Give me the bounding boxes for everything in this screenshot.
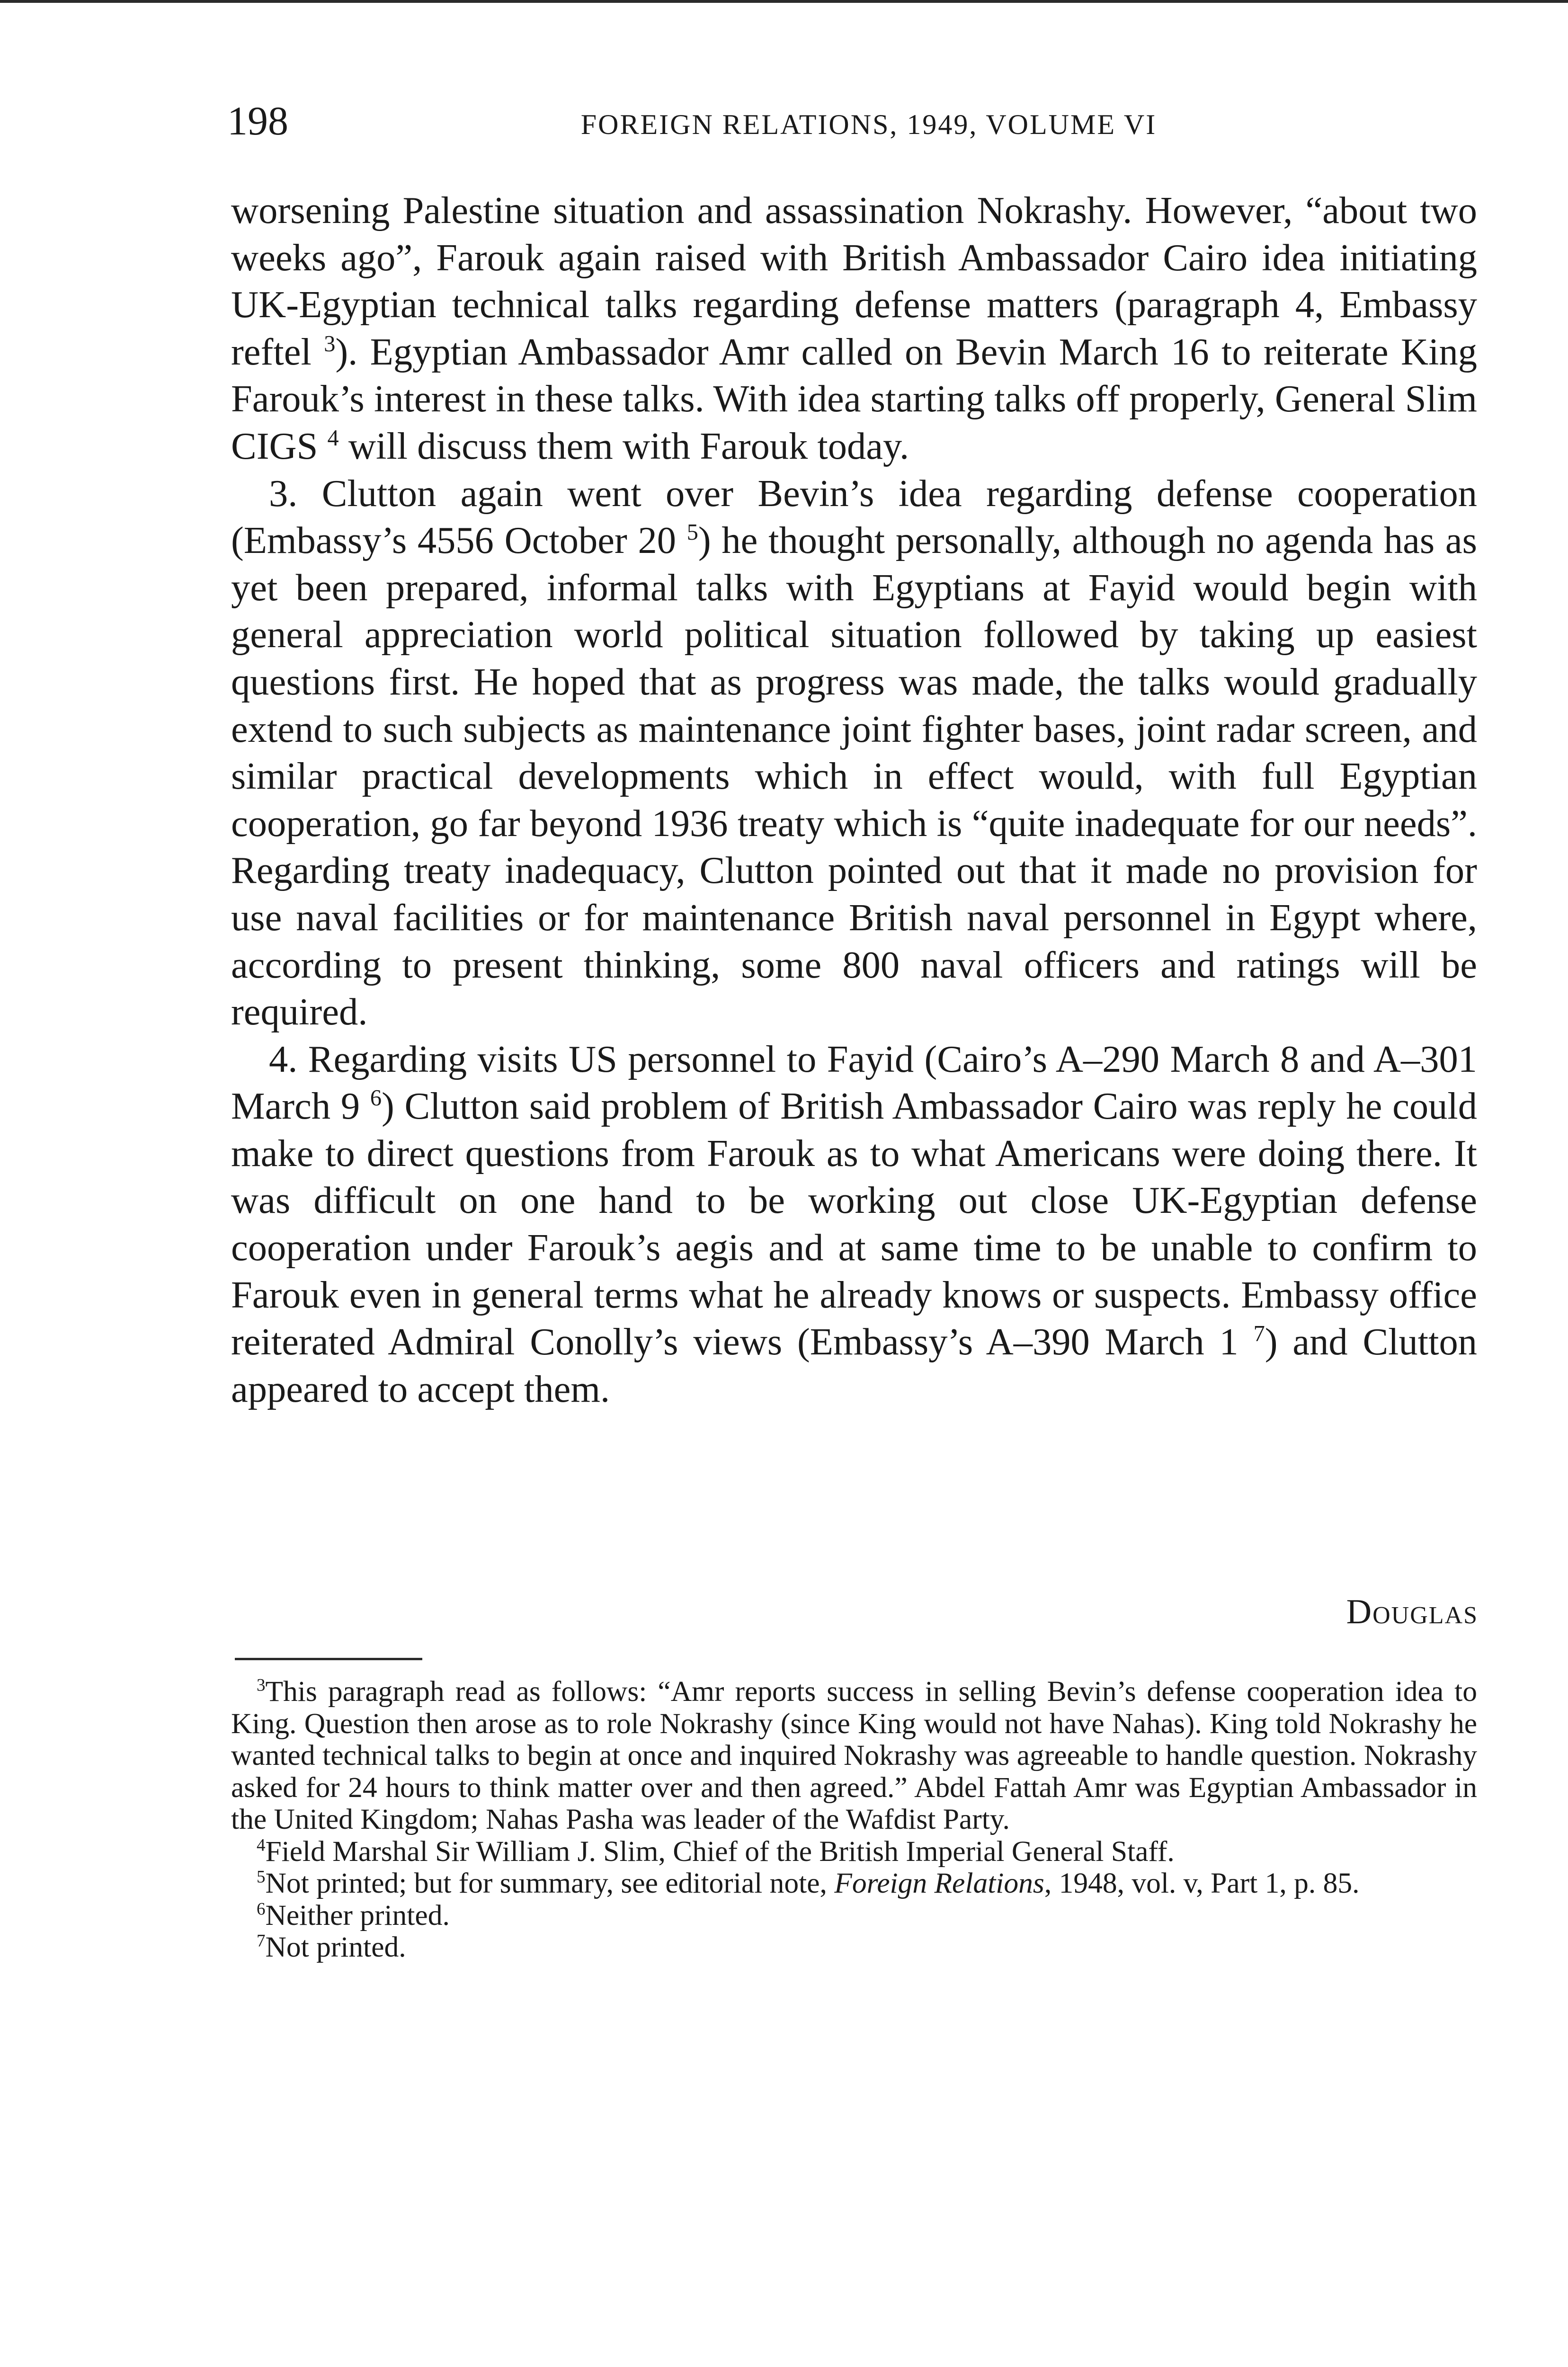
- footnote-marker: 5: [257, 1867, 266, 1886]
- footnote-3: $^3$This paragraph read as follows: “Amr reports success in selling Bevin’s defense cooperation idea to King. Question then arose as to role Nokrashy (since King would not have Nahas). King told Nokrashy he wanted technical talks to begin at once and inquired Nokrashy was agreeable to handle question. Nokrashy asked for 24 hours to think matter over and then agreed.” Abdel Fattah Amr was Egyptian Ambassador in the United Kingdom; Nahas Pasha was leader of the Wafdist Party.: [231, 1675, 1477, 1835]
- signature: Douglas: [1346, 1593, 1478, 1631]
- footnote-marker: 4: [257, 1835, 266, 1854]
- footnote-ref-6: 6: [370, 1086, 382, 1111]
- paragraph-2-continued: worsening Palestine situation and assassination Nokrashy. However, “about two weeks ago”, Farouk again raised with British Ambassador Cairo idea initiating UK-Egyptian technical talks regarding defense matters (paragraph 4, Embassy reftel $^3$). Egyptian Ambassador Amr called on Bevin March 16 to reiterate King Farouk’s interest in these talks. With idea starting talks off properly, General Slim CIGS $^4$ will discuss them with Farouk today.: [231, 189, 1477, 467]
- page-number: 198: [227, 98, 288, 143]
- footnote-7: $^7$Not printed.: [257, 1931, 406, 1963]
- paragraph-4: 4. Regarding visits US personnel to Fayid (Cairo’s A–290 March 8 and A–301 March 9 $^6$) Clutton said problem of British Ambassador Cairo was reply he could make to direct questions from Farouk as to what Americans were doing there. It was difficult on one hand to be working out close UK-Egyptian defense cooperation under Farouk’s aegis and at same time to be unable to confirm to Farouk even in general terms what he already knows or suspects. Embassy office reiterated Admiral Conolly’s views (Embassy’s A–390 March 1 $^7$) and Clutton appeared to accept them.: [231, 1038, 1477, 1410]
- footnote-ref-4: 4: [327, 426, 339, 451]
- footnote-6: $^6$Neither printed.: [257, 1899, 450, 1931]
- footnote-5: $^5$Not printed; but for summary, see editorial note, Foreign Relations, 1948, vol. v, Part 1, p. 85.: [257, 1867, 1360, 1899]
- footnote-ref-3: 3: [324, 331, 336, 356]
- top-border: [0, 0, 1568, 3]
- footnote-ref-5: 5: [686, 520, 698, 545]
- paragraph-3: 3. Clutton again went over Bevin’s idea regarding defense cooperation (Embassy’s 4556 October 20 $^5$) he thought personally, although no agenda has as yet been prepared, informal talks with Egyptians at Fayid would begin with general appreciation world political situation followed by taking up easiest questions first. He hoped that as progress was made, the talks would gradually extend to such subjects as maintenance joint fighter bases, joint radar screen, and similar practical developments which in effect would, with full Egyptian cooperation, go far beyond 1936 treaty which is “quite inadequate for our needs”. Regarding treaty inadequacy, Clutton pointed out that it made no provision for use naval facilities or for maintenance British naval personnel in Egypt where, according to present thinking, some 800 naval officers and ratings will be required.: [231, 472, 1477, 1033]
- footnote-marker: 6: [257, 1899, 266, 1918]
- running-head: FOREIGN RELATIONS, 1949, VOLUME VI: [580, 109, 1157, 140]
- footnote-marker: 7: [257, 1931, 266, 1950]
- footnote-ref-7: 7: [1253, 1321, 1265, 1347]
- page-header: [227, 95, 1482, 147]
- footnote-4: $^4$Field Marshal Sir William J. Slim, Chief of the British Imperial General Staff.: [257, 1835, 1175, 1868]
- footnote-divider: [235, 1658, 422, 1660]
- body-text: [231, 187, 1477, 1413]
- footnote-marker: 3: [257, 1675, 266, 1695]
- footnotes: [231, 1676, 1477, 1964]
- publication-title: Foreign Relations: [834, 1867, 1044, 1899]
